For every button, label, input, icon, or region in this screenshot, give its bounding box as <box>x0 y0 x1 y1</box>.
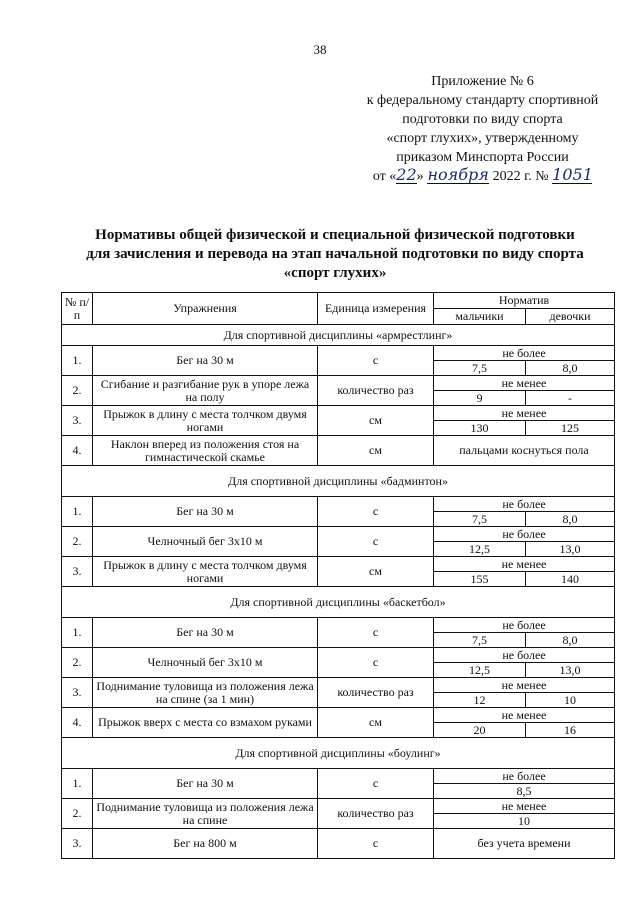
appendix-line: Приложение № 6 <box>431 74 534 89</box>
header-girls: девочки <box>526 309 615 325</box>
table-row <box>62 497 615 512</box>
appendix-line: «спорт глухих», утвержденному <box>386 131 579 146</box>
row-number: 2. <box>62 648 93 678</box>
row-number: 1. <box>62 769 93 799</box>
row-value-both: 10 <box>434 814 615 829</box>
row-value-girls: 13,0 <box>526 663 615 678</box>
appendix-date-line <box>340 167 625 186</box>
row-unit: количество раз <box>318 678 434 708</box>
handwritten-day: 22 <box>396 165 417 184</box>
row-condition: не менее <box>434 557 615 572</box>
row-number: 4. <box>62 708 93 738</box>
row-number: 3. <box>62 829 93 859</box>
row-exercise: Прыжок вверх с места со взмахом руками <box>93 708 318 738</box>
row-value-girls: 125 <box>526 421 615 436</box>
row-exercise: Поднимание туловища из положения лежа на спине <box>93 799 318 829</box>
row-unit: количество раз <box>318 376 434 406</box>
row-value-both: 8,5 <box>434 784 615 799</box>
row-value-text: пальцами коснуться пола <box>434 436 615 466</box>
row-unit: с <box>318 648 434 678</box>
table-row <box>62 769 615 784</box>
row-value-boys: 130 <box>434 421 526 436</box>
row-number: 4. <box>62 436 93 466</box>
row-condition: не более <box>434 769 615 784</box>
row-condition: не более <box>434 346 615 361</box>
row-number: 3. <box>62 406 93 436</box>
section-row <box>62 466 615 497</box>
row-value-boys: 12 <box>434 693 526 708</box>
row-unit: с <box>318 829 434 859</box>
title-line: Нормативы общей физической и специальной физической подготовки <box>95 227 575 243</box>
appendix-line: к федеральному стандарту спортивной <box>366 93 599 108</box>
row-number: 1. <box>62 346 93 376</box>
row-condition: не менее <box>434 799 615 814</box>
row-exercise: Челночный бег 3x10 м <box>93 648 318 678</box>
row-value-girls: 16 <box>526 723 615 738</box>
section-title: Для спортивной дисциплины «боулинг» <box>62 738 615 769</box>
row-unit: с <box>318 769 434 799</box>
header-boys: мальчики <box>434 309 526 325</box>
row-unit: см <box>318 406 434 436</box>
page-number: 38 <box>313 42 327 57</box>
title-line: для зачисления и перевода на этап начальной подготовки по виду спорта <box>86 246 584 262</box>
row-value-boys: 12,5 <box>434 663 526 678</box>
row-value-boys: 9 <box>434 391 526 406</box>
section-title: Для спортивной дисциплины «баскетбол» <box>62 587 615 618</box>
appendix-line: приказом Минспорта России <box>396 150 569 165</box>
date-prefix: от « <box>372 169 397 184</box>
norms-table <box>61 292 615 859</box>
row-value-girls: 8,0 <box>526 361 615 376</box>
row-value-girls: 140 <box>526 572 615 587</box>
row-unit: с <box>318 618 434 648</box>
table-row <box>62 648 615 663</box>
row-exercise: Бег на 30 м <box>93 618 318 648</box>
row-unit: см <box>318 557 434 587</box>
row-number: 2. <box>62 527 93 557</box>
row-value-boys: 155 <box>434 572 526 587</box>
row-exercise: Прыжок в длину с места толчком двумя ногами <box>93 406 318 436</box>
row-value-girls: 10 <box>526 693 615 708</box>
row-exercise: Бег на 30 м <box>93 346 318 376</box>
table-row <box>62 708 615 723</box>
row-exercise: Челночный бег 3x10 м <box>93 527 318 557</box>
date-mid: » <box>416 169 424 184</box>
row-exercise: Сгибание и разгибание рук в упоре лежа на полу <box>93 376 318 406</box>
row-number: 1. <box>62 618 93 648</box>
title-line: «спорт глухих» <box>283 265 387 281</box>
row-value-girls: 8,0 <box>526 512 615 527</box>
section-title: Для спортивной дисциплины «бадминтон» <box>62 466 615 497</box>
row-value-girls: - <box>526 391 615 406</box>
header-unit: Единица измерения <box>318 293 434 325</box>
row-unit: с <box>318 527 434 557</box>
header-num: № п/п <box>62 293 93 325</box>
row-value-boys: 12,5 <box>434 542 526 557</box>
row-value-boys: 7,5 <box>434 361 526 376</box>
row-exercise: Бег на 30 м <box>93 769 318 799</box>
header-norm: Норматив <box>434 293 615 309</box>
row-exercise: Бег на 30 м <box>93 497 318 527</box>
handwritten-month: ноября <box>427 165 489 184</box>
row-unit: см <box>318 708 434 738</box>
row-condition: не менее <box>434 708 615 723</box>
row-number: 3. <box>62 557 93 587</box>
section-row <box>62 325 615 346</box>
row-number: 2. <box>62 799 93 829</box>
row-number: 3. <box>62 678 93 708</box>
row-unit: с <box>318 497 434 527</box>
row-condition: не более <box>434 497 615 512</box>
table-row <box>62 799 615 814</box>
table-row <box>62 376 615 391</box>
row-unit: см <box>318 436 434 466</box>
row-exercise: Прыжок в длину с места толчком двумя ногами <box>93 557 318 587</box>
row-condition: не менее <box>434 678 615 693</box>
row-number: 1. <box>62 497 93 527</box>
header-row <box>62 293 615 309</box>
section-row <box>62 587 615 618</box>
row-exercise: Поднимание туловища из положения лежа на спине (за 1 мин) <box>93 678 318 708</box>
row-number: 2. <box>62 376 93 406</box>
handwritten-number: 1051 <box>552 165 593 184</box>
date-year: 2022 г. № <box>492 169 549 184</box>
appendix-line: подготовки по виду спорта <box>402 112 563 127</box>
row-unit: с <box>318 346 434 376</box>
document-title <box>40 226 630 283</box>
row-unit: количество раз <box>318 799 434 829</box>
row-condition: не менее <box>434 376 615 391</box>
appendix-block <box>340 72 625 186</box>
row-exercise: Наклон вперед из положения стоя на гимнастической скамье <box>93 436 318 466</box>
row-value-text: без учета времени <box>434 829 615 859</box>
header-exercise: Упражнения <box>93 293 318 325</box>
row-value-boys: 20 <box>434 723 526 738</box>
section-title: Для спортивной дисциплины «армрестлинг» <box>62 325 615 346</box>
row-value-girls: 13,0 <box>526 542 615 557</box>
row-condition: не более <box>434 527 615 542</box>
row-value-girls: 8,0 <box>526 633 615 648</box>
row-value-boys: 7,5 <box>434 633 526 648</box>
row-condition: не менее <box>434 406 615 421</box>
table-row <box>62 436 615 466</box>
row-value-boys: 7,5 <box>434 512 526 527</box>
table-row <box>62 829 615 859</box>
row-condition: не более <box>434 618 615 633</box>
table-row <box>62 406 615 421</box>
row-exercise: Бег на 800 м <box>93 829 318 859</box>
table-row <box>62 557 615 572</box>
table-row <box>62 678 615 693</box>
table-row <box>62 346 615 361</box>
table-row <box>62 618 615 633</box>
section-row <box>62 738 615 769</box>
row-condition: не более <box>434 648 615 663</box>
table-row <box>62 527 615 542</box>
